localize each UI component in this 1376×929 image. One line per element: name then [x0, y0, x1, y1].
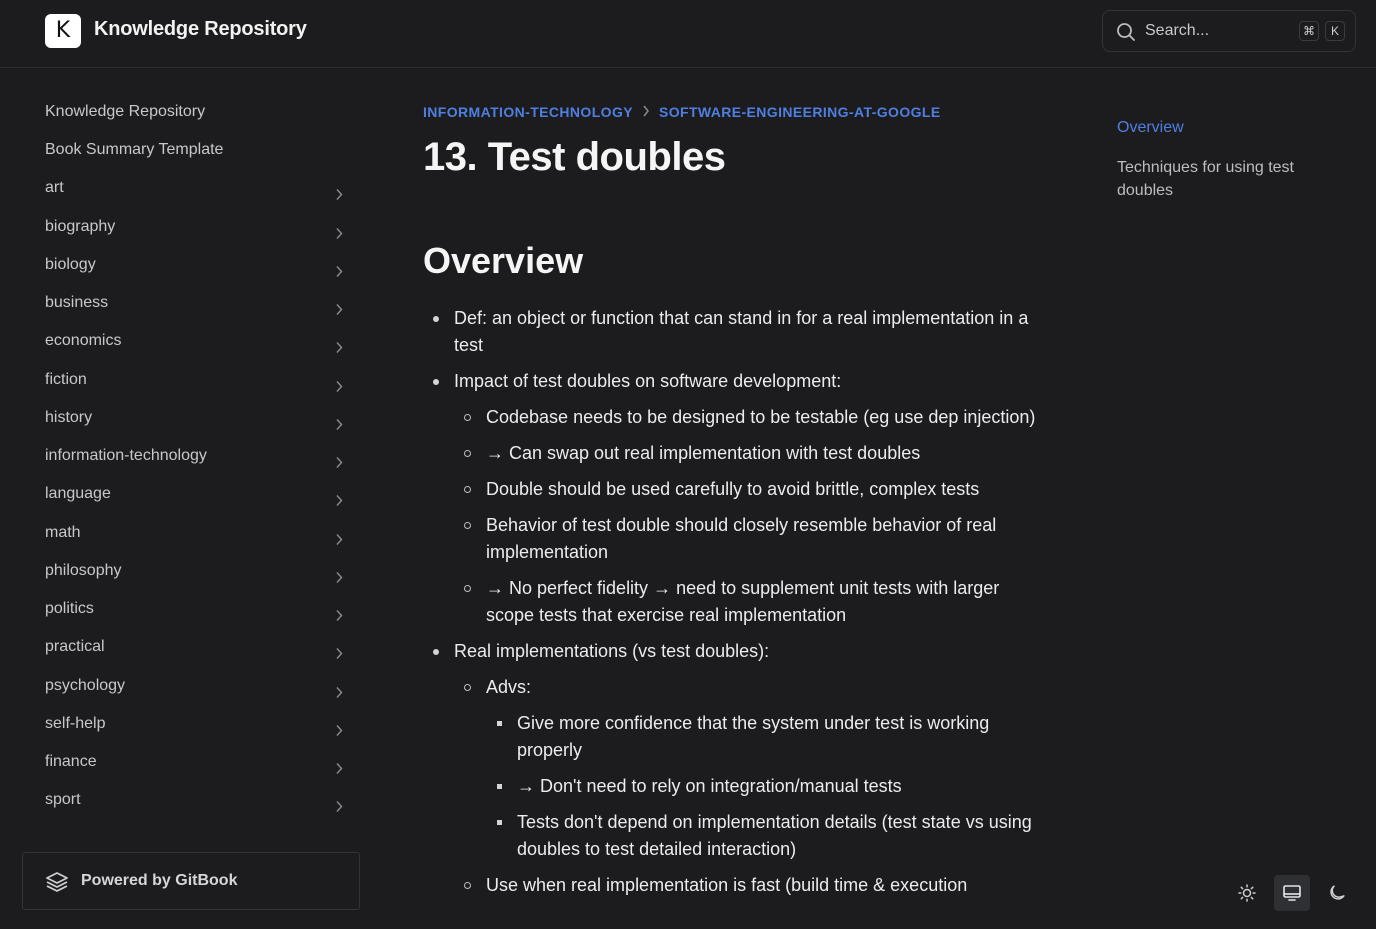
list-item-text: Real implementations (vs test doubles):: [454, 641, 770, 661]
breadcrumb: [423, 103, 941, 120]
sidebar-item-label: biology: [45, 256, 96, 273]
sidebar-item-label: sport: [45, 791, 81, 808]
sidebar-item-philosophy[interactable]: [45, 556, 345, 586]
sidebar-item-information-technology[interactable]: [45, 441, 345, 471]
list-item-text: Give more confidence that the system under test is working properly: [517, 713, 990, 760]
list-item: [423, 638, 1043, 665]
chevron-right-icon[interactable]: [335, 374, 343, 404]
chevron-right-icon[interactable]: [335, 680, 343, 710]
sidebar-item-label: math: [45, 524, 81, 541]
sidebar-item-label: practical: [45, 638, 105, 655]
list-item: [423, 773, 1043, 800]
sidebar-item-label: Knowledge Repository: [45, 103, 206, 120]
toc-item[interactable]: Techniques for using test doubles: [1117, 159, 1294, 199]
moon-icon: [1327, 883, 1347, 903]
list-item: [423, 710, 1043, 764]
shortcut-k-key: K: [1325, 21, 1345, 41]
list-item: [423, 674, 1043, 701]
article-content: [423, 305, 1043, 908]
list-item: [423, 404, 1043, 431]
bullet-marker: [497, 721, 502, 726]
sun-icon: [1237, 883, 1257, 903]
chevron-right-icon[interactable]: [335, 297, 343, 327]
chevron-right-icon[interactable]: [335, 335, 343, 365]
sidebar-item-math[interactable]: [45, 518, 345, 548]
list-item-text: Codebase needs to be designed to be testable (eg use dep injection): [486, 407, 1036, 427]
sidebar-item-label: business: [45, 294, 109, 311]
list-item: [423, 368, 1043, 395]
page-title: 13. Test doubles: [423, 135, 726, 179]
sidebar-item-label: Book Summary Template: [45, 141, 224, 158]
bullet-marker: [433, 316, 439, 322]
sidebar-item-label: information-technology: [45, 447, 207, 464]
chevron-right-icon[interactable]: [335, 641, 343, 671]
sidebar-item-politics[interactable]: [45, 594, 345, 624]
sidebar-item-history[interactable]: [45, 403, 345, 433]
breadcrumb-item-software-engineering[interactable]: SOFTWARE-ENGINEERING-AT-GOOGLE: [658, 104, 941, 121]
gitbook-icon: [45, 870, 69, 892]
sidebar-item-label: biography: [45, 218, 116, 235]
bullet-marker: [464, 486, 471, 493]
bullet-marker: [464, 882, 471, 889]
sidebar-item-business[interactable]: [45, 288, 345, 318]
bullet-marker: [464, 414, 471, 421]
sidebar-item-label: fiction: [45, 371, 87, 388]
sidebar-item-label: economics: [45, 332, 122, 349]
sidebar-item-label: philosophy: [45, 562, 122, 579]
list-item: [423, 575, 1043, 629]
chevron-right-icon[interactable]: [335, 794, 343, 824]
list-item-text: Def: an object or function that can stand in for a real implementation in a test: [454, 308, 1029, 355]
bullet-marker: [464, 450, 471, 457]
list-item: [423, 476, 1043, 503]
sidebar-item-label: language: [45, 485, 111, 502]
sidebar-item-biology[interactable]: [45, 250, 345, 280]
sidebar-item-label: finance: [45, 753, 97, 770]
top-header: [0, 0, 1376, 68]
sidebar-item-psychology[interactable]: [45, 671, 345, 701]
list-item: [423, 512, 1043, 566]
sidebar-item-finance[interactable]: [45, 747, 345, 777]
bullet-marker: [464, 684, 471, 691]
sidebar-item-art[interactable]: [45, 173, 345, 203]
sidebar-item-sport[interactable]: [45, 785, 345, 815]
chevron-right-icon: [642, 104, 650, 120]
list-item-text: Use when real implementation is fast (build time & execution: [486, 875, 968, 895]
bullet-marker: [497, 784, 502, 789]
bullet-marker: [464, 522, 471, 529]
list-item-text: Double should be used carefully to avoid brittle, complex tests: [486, 479, 980, 499]
section-heading-overview: Overview: [423, 240, 584, 281]
sidebar-item-label: psychology: [45, 677, 126, 694]
bullet-marker: [433, 649, 439, 655]
list-item: [423, 305, 1043, 359]
bullet-marker: [464, 585, 471, 592]
toc-item[interactable]: Overview: [1117, 119, 1184, 136]
sidebar-item-biography[interactable]: [45, 212, 345, 242]
site-title[interactable]: Knowledge Repository: [94, 18, 307, 40]
sidebar-item-label: history: [45, 409, 93, 426]
site-logo[interactable]: K: [45, 14, 81, 48]
list-item-text: Advs:: [486, 677, 532, 697]
theme-system-button[interactable]: [1274, 875, 1310, 911]
chevron-right-icon[interactable]: [335, 488, 343, 518]
list-item-text: → Can swap out real implementation with test doubles: [486, 443, 921, 463]
search-placeholder[interactable]: Search...: [1145, 22, 1210, 39]
chevron-right-icon[interactable]: [335, 182, 343, 212]
chevron-right-icon[interactable]: [335, 565, 343, 595]
list-item-text: Impact of test doubles on software development:: [454, 371, 842, 391]
chevron-right-icon[interactable]: [335, 221, 343, 251]
search-icon: [1116, 22, 1136, 42]
theme-light-button[interactable]: [1229, 875, 1265, 911]
chevron-right-icon[interactable]: [335, 527, 343, 557]
chevron-right-icon[interactable]: [335, 450, 343, 480]
chevron-right-icon[interactable]: [335, 603, 343, 633]
search-box[interactable]: [1102, 10, 1356, 52]
list-item-text: → Don't need to rely on integration/manual tests: [517, 776, 902, 796]
sidebar-item-label: politics: [45, 600, 94, 617]
sidebar-item-fiction[interactable]: [45, 365, 345, 395]
sidebar-item-self-help[interactable]: [45, 709, 345, 739]
list-item-text: → No perfect fidelity → need to supplement unit tests with larger scope tests that exercise real implementation: [486, 578, 1000, 625]
shortcut-cmd-key: ⌘: [1299, 21, 1319, 41]
sidebar-item-label: self-help: [45, 715, 106, 732]
list-item: [423, 809, 1043, 863]
chevron-right-icon[interactable]: [335, 412, 343, 442]
sidebar-item-knowledge-repository[interactable]: [45, 97, 345, 127]
bullet-marker: [433, 379, 439, 385]
chevron-right-icon[interactable]: [335, 756, 343, 786]
chevron-right-icon[interactable]: [335, 718, 343, 748]
sidebar-item-language[interactable]: [45, 479, 345, 509]
sidebar-item-book-summary-template[interactable]: [45, 135, 345, 165]
breadcrumb-item-information-technology[interactable]: INFORMATION-TECHNOLOGY: [423, 104, 633, 121]
theme-dark-button[interactable]: [1319, 875, 1355, 911]
list-item-text: Behavior of test double should closely resemble behavior of real implementation: [486, 515, 997, 562]
list-item: [423, 872, 1043, 899]
sidebar-item-label: art: [45, 179, 64, 196]
chevron-right-icon[interactable]: [335, 259, 343, 289]
powered-by-label[interactable]: Powered by GitBook: [81, 872, 238, 889]
monitor-icon: [1282, 883, 1302, 903]
list-item-text: Tests don't depend on implementation details (test state vs using doubles to test detailed interaction): [517, 812, 1032, 859]
bullet-marker: [497, 820, 502, 825]
list-item: [423, 440, 1043, 467]
sidebar-item-practical[interactable]: [45, 632, 345, 662]
sidebar-item-economics[interactable]: [45, 326, 345, 356]
powered-by-gitbook[interactable]: [22, 852, 360, 910]
sidebar: [0, 68, 380, 929]
